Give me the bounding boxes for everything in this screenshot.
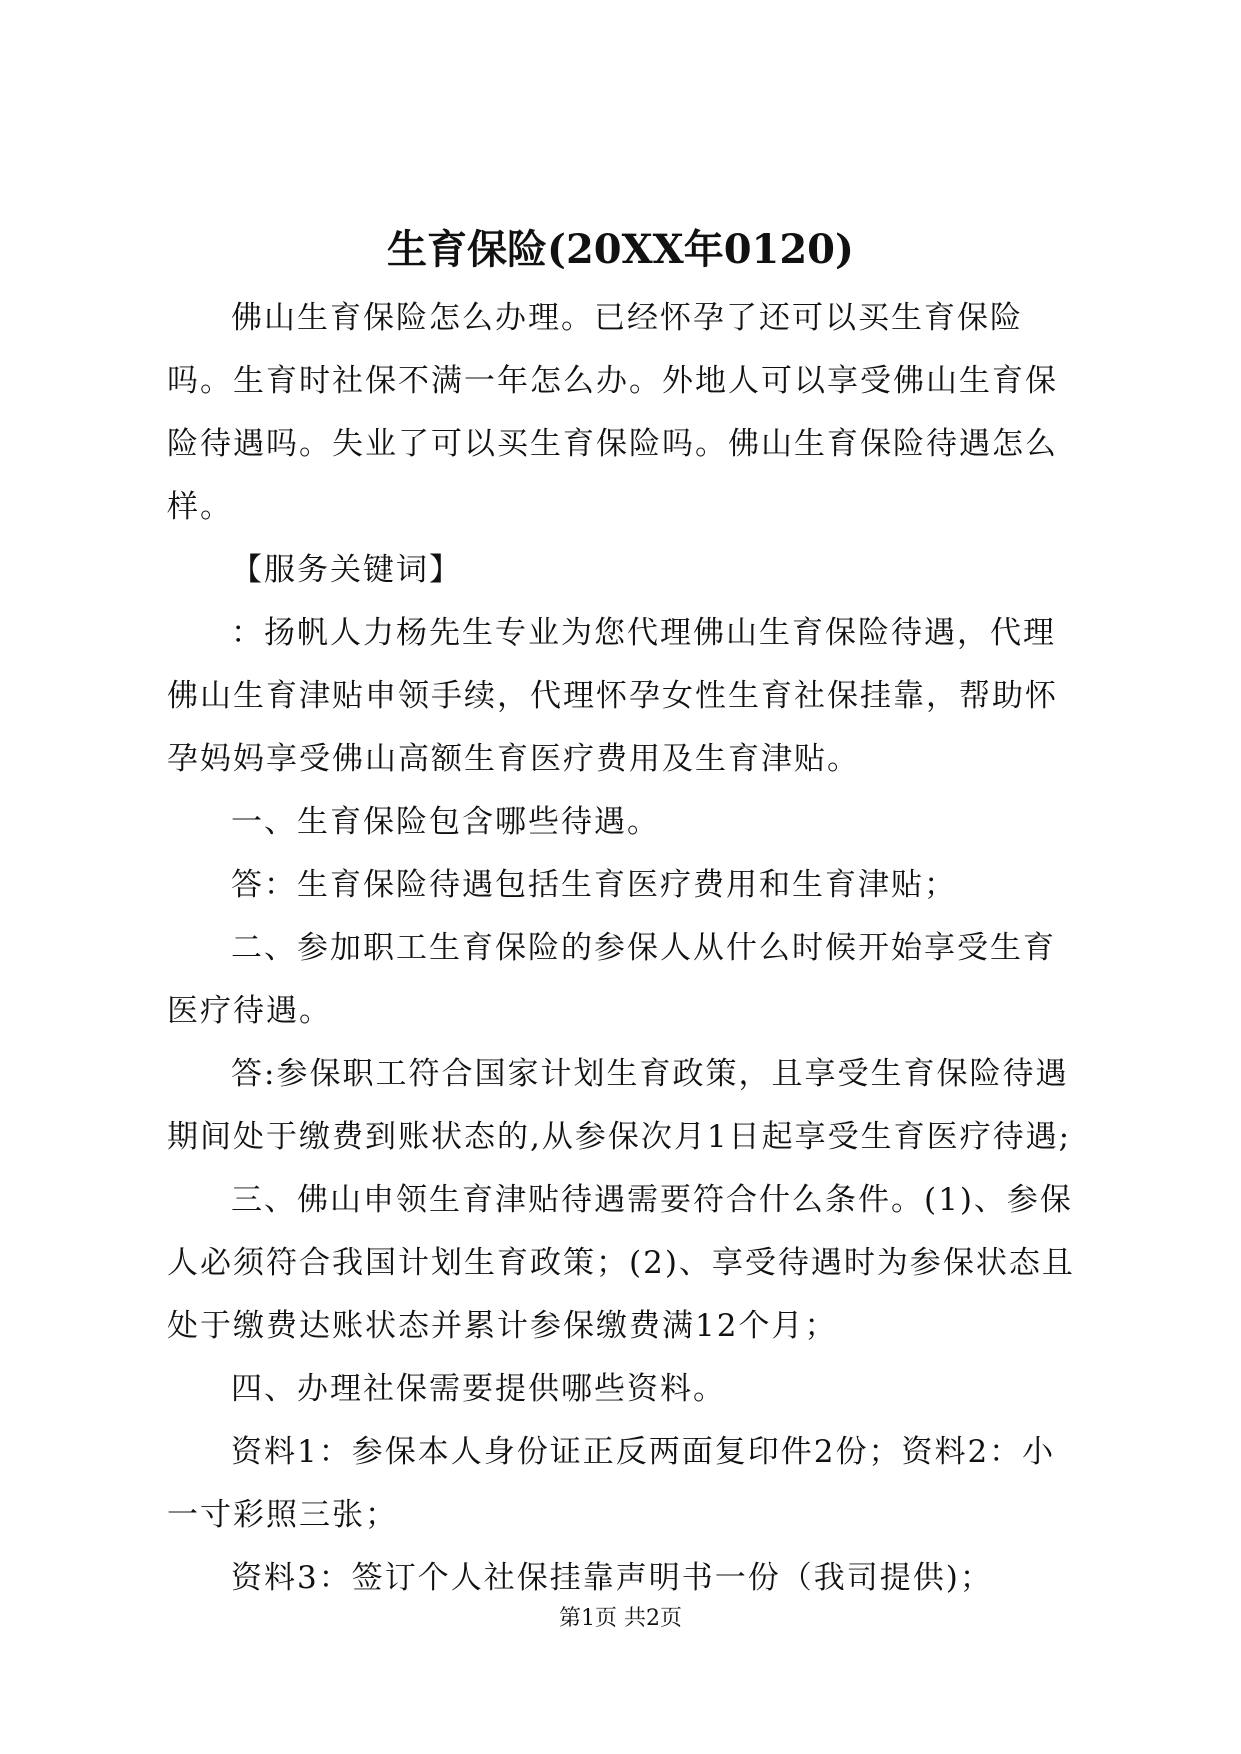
paragraph-documents-3: 资料3：签订个人社保挂靠声明书一份（我司提供)； [231, 1560, 993, 1596]
paragraph-question-3: 三、佛山申领生育津贴待遇需要符合什么条件。(1)、参保人必须符合我国计划生育政策；(2)、享受待遇时为参保状态且处于缴费达账状态并累计参保缴费满12个月； [167, 1182, 1075, 1344]
paragraph-question-4: 四、办理社保需要提供哪些资料。 [231, 1371, 726, 1407]
paragraph-answer-2: 答:参保职工符合国家计划生育政策，且享受生育保险待遇期间处于缴费到账状态的,从参保次月1日起享受生育医疗待遇; [167, 1056, 1072, 1155]
paragraph-question-2: 二、参加职工生育保险的参保人从什么时候开始享受生育医疗待遇。 [167, 930, 1056, 1029]
paragraph-intro: 佛山生育保险怎么办理。已经怀孕了还可以买生育保险吗。生育时社保不满一年怎么办。外地人可以享受佛山生育保险待遇吗。失业了可以买生育保险吗。佛山生育保险待遇怎么样。 [167, 300, 1058, 525]
paragraph-service-description: ：扬帆人力杨先生专业为您代理佛山生育保险待遇，代理佛山生育津贴申领手续，代理怀孕女性生育社保挂靠，帮助怀孕妈妈享受佛山高额生育医疗费用及生育津贴。 [167, 615, 1058, 777]
document-body [167, 287, 1087, 1610]
document-title: 生育保险(20XX年0120) [387, 226, 854, 273]
paragraph-keywords-heading: 【服务关键词】 [231, 552, 462, 588]
paragraph-documents-1-2: 资料1：参保本人身份证正反两面复印件2份；资料2：小一寸彩照三张； [167, 1434, 1056, 1533]
paragraph-question-1: 一、生育保险包含哪些待遇。 [231, 804, 660, 840]
page-footer: 第1页 共2页 [559, 1606, 682, 1631]
paragraph-answer-1: 答：生育保险待遇包括生育医疗费用和生育津贴； [231, 867, 957, 903]
